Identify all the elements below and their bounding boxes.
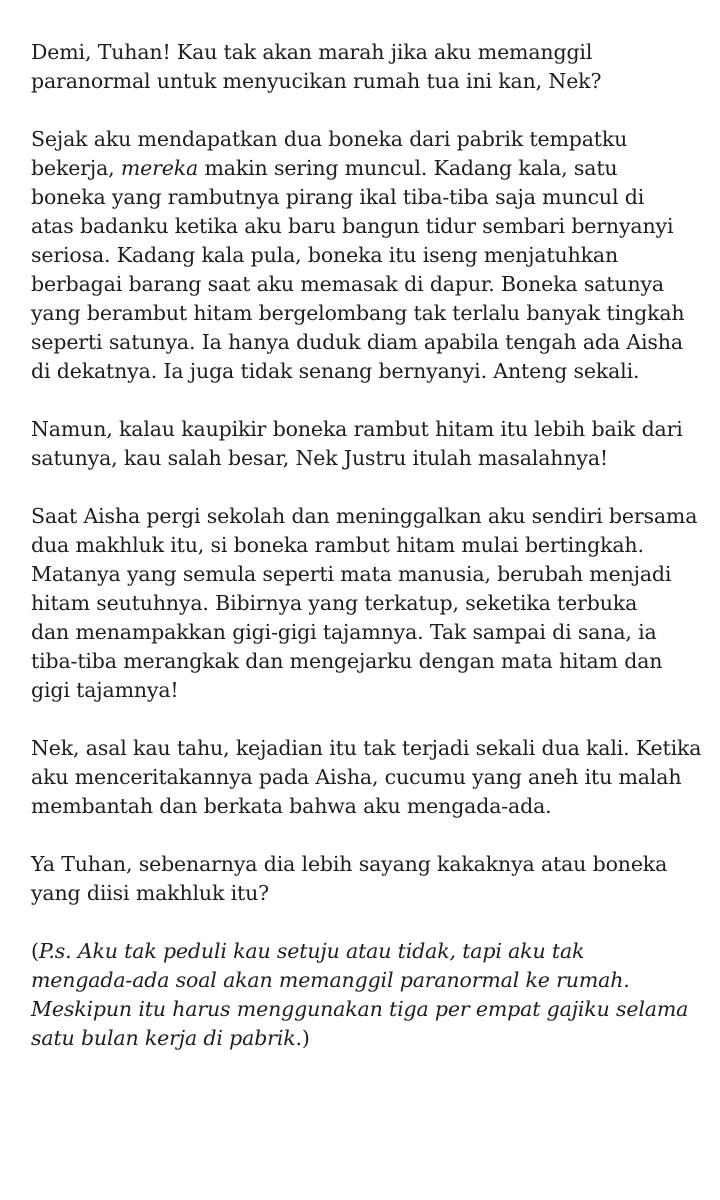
paragraph-6 <box>31 850 699 908</box>
text-line: aku menceritakannya pada Aisha, cucumu yang aneh itu malah <box>31 765 682 789</box>
postscript-text: Meskipun itu harus menggunakan tiga per empat gajiku selama <box>31 997 689 1021</box>
letter-body <box>31 38 702 1082</box>
open-parenthesis: ( <box>31 939 39 963</box>
text-line: gigi tajamnya! <box>31 678 179 702</box>
text-line <box>31 1024 699 1053</box>
paragraph-2 <box>31 125 699 386</box>
postscript-text: P.s. Aku tak peduli kau setuju atau tidak, tapi aku tak <box>38 939 585 963</box>
postscript-text: mengada-ada soal akan memanggil paranormal ke rumah. <box>31 968 630 992</box>
emphasized-word: mereka <box>120 156 199 180</box>
text-line: Sejak aku mendapatkan dua boneka dari pabrik tempatku <box>31 127 628 151</box>
text-line <box>31 966 699 995</box>
text-line: Nek, asal kau tahu, kejadian itu tak terjadi sekali dua kali. Ketika <box>31 736 702 760</box>
text-line: hitam seutuhnya. Bibirnya yang terkatup, seketika terbuka <box>31 591 638 615</box>
text-line: Demi, Tuhan! Kau tak akan marah jika aku memanggil <box>31 40 593 64</box>
postscript <box>31 937 699 1053</box>
paragraph-1 <box>31 38 699 96</box>
text-segment: makin sering muncul. Kadang kala, satu <box>198 156 618 180</box>
text-line: membantah dan berkata bahwa aku mengada-ada. <box>31 794 552 818</box>
text-segment: bekerja, <box>31 156 121 180</box>
postscript-text: satu bulan kerja di pabrik <box>31 1026 296 1050</box>
text-line: paranormal untuk menyucikan rumah tua ini kan, Nek? <box>31 69 602 93</box>
text-line: tiba-tiba merangkak dan mengejarku dengan mata hitam dan <box>31 649 663 673</box>
text-line: Ya Tuhan, sebenarnya dia lebih sayang kakaknya atau boneka <box>31 852 668 876</box>
text-line: Matanya yang semula seperti mata manusia, berubah menjadi <box>31 562 672 586</box>
text-line: dua makhluk itu, si boneka rambut hitam mulai bertingkah. <box>31 533 644 557</box>
text-line: atas badanku ketika aku baru bangun tidur sembari bernyanyi <box>31 214 674 238</box>
text-line <box>31 995 699 1024</box>
text-line: yang diisi makhluk itu? <box>31 881 269 905</box>
paragraph-5 <box>31 734 702 821</box>
text-line <box>31 154 699 183</box>
paragraph-3 <box>31 415 699 473</box>
text-line: boneka yang rambutnya pirang ikal tiba-tiba saja muncul di <box>31 185 645 209</box>
text-line: satunya, kau salah besar, Nek Justru itulah masalahnya! <box>31 446 608 470</box>
text-line: Namun, kalau kaupikir boneka rambut hitam itu lebih baik dari <box>31 417 683 441</box>
close-parenthesis: .) <box>295 1026 310 1050</box>
text-line: yang berambut hitam bergelombang tak terlalu banyak tingkah <box>31 301 685 325</box>
text-line: dan menampakkan gigi-gigi tajamnya. Tak sampai di sana, ia <box>31 620 657 644</box>
text-line: di dekatnya. Ia juga tidak senang bernyanyi. Anteng sekali. <box>31 359 640 383</box>
text-line <box>31 937 699 966</box>
text-line: seperti satunya. Ia hanya duduk diam apabila tengah ada Aisha <box>31 330 683 354</box>
text-line: Saat Aisha pergi sekolah dan meninggalkan aku sendiri bersama <box>31 504 698 528</box>
text-line: berbagai barang saat aku memasak di dapur. Boneka satunya <box>31 272 665 296</box>
text-line: seriosa. Kadang kala pula, boneka itu iseng menjatuhkan <box>31 243 619 267</box>
paragraph-4 <box>31 502 699 705</box>
